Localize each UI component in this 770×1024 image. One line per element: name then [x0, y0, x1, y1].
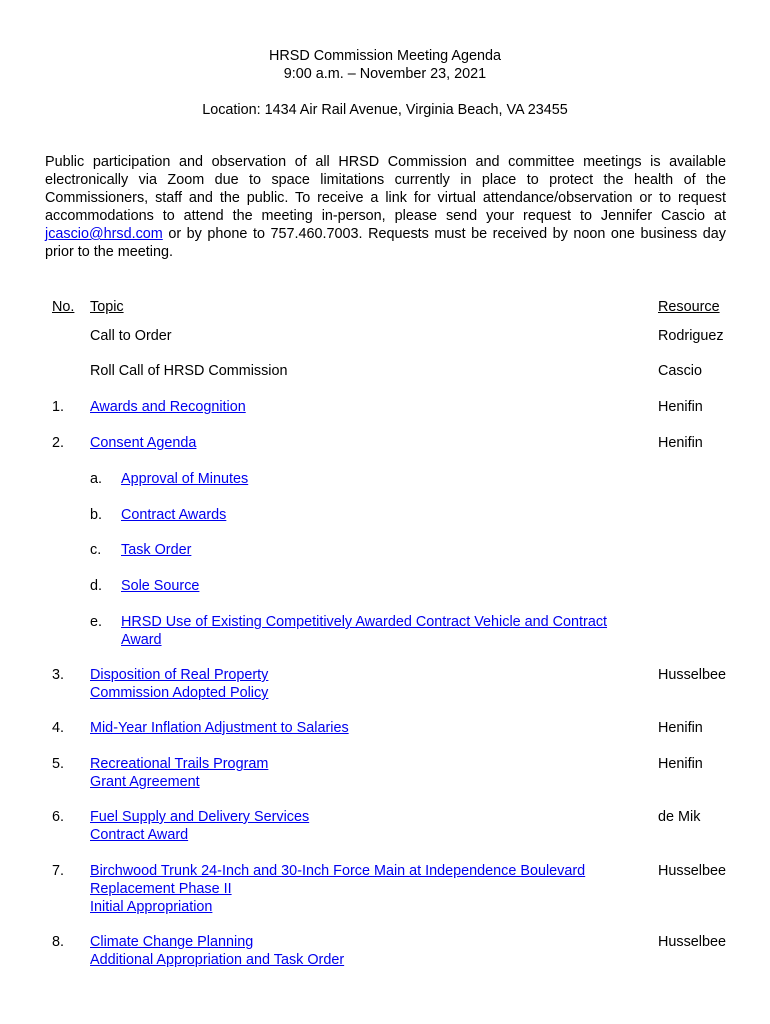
- agenda-title: HRSD Commission Meeting Agenda: [269, 48, 501, 64]
- call-to-order-resource: Rodriguez: [658, 328, 724, 344]
- sub-item-link[interactable]: HRSD Use of Existing Competitively Awarded Contract Vehicle and Contract: [121, 614, 608, 630]
- agenda-item-link-group: [90, 666, 268, 702]
- notice-text-after: or by phone to 757.460.7003. Requests must be received by noon one business day prior to the meeting.: [45, 226, 726, 260]
- sub-item-letter: d.: [90, 578, 103, 594]
- item-resource: Henifin: [658, 399, 703, 415]
- item-number: 7.: [52, 863, 65, 879]
- meeting-datetime: 9:00 a.m. – November 23, 2021: [283, 66, 487, 82]
- agenda-item-link[interactable]: Climate Change Planning: [90, 934, 254, 950]
- column-header-topic: Topic: [90, 299, 124, 315]
- sub-item-link-group: [121, 613, 607, 649]
- sub-item-letter: a.: [90, 471, 103, 487]
- item-number: 4.: [52, 720, 65, 736]
- agenda-item-link[interactable]: Consent Agenda: [90, 435, 197, 451]
- agenda-item-link[interactable]: Fuel Supply and Delivery Services: [90, 809, 310, 825]
- participation-notice: [45, 153, 726, 261]
- agenda-item-link[interactable]: Additional Appropriation and Task Order: [90, 952, 345, 968]
- column-header-no: No.: [52, 299, 75, 315]
- sub-item-letter: e.: [90, 614, 103, 630]
- agenda-item-link[interactable]: Birchwood Trunk 24-Inch and 30-Inch Force Main at Independence Boulevard: [90, 863, 586, 879]
- agenda-item-link[interactable]: Disposition of Real Property: [90, 667, 269, 683]
- agenda-item-link[interactable]: Commission Adopted Policy: [90, 685, 269, 701]
- email-link[interactable]: jcascio@hrsd.com: [45, 226, 163, 242]
- agenda-item-link-group: [90, 808, 309, 844]
- item-number: 3.: [52, 667, 65, 683]
- sub-item-link[interactable]: Contract Awards: [121, 507, 227, 523]
- item-number: 6.: [52, 809, 65, 825]
- meeting-location: Location: 1434 Air Rail Avenue, Virginia Beach, VA 23455: [202, 102, 568, 118]
- sub-item-link[interactable]: Award: [121, 632, 162, 648]
- agenda-item-link[interactable]: Initial Appropriation: [90, 899, 213, 915]
- item-number: 5.: [52, 756, 65, 772]
- column-header-resource: Resource: [658, 299, 720, 315]
- agenda-item-link-group: [90, 933, 344, 969]
- agenda-item-link[interactable]: Contract Award: [90, 827, 189, 843]
- item-resource: Husselbee: [658, 667, 726, 683]
- item-resource: Henifin: [658, 720, 703, 736]
- item-resource: de Mik: [658, 809, 701, 825]
- agenda-item-link-group: [90, 862, 585, 916]
- agenda-item-link[interactable]: Mid-Year Inflation Adjustment to Salaries: [90, 720, 349, 736]
- item-resource: Henifin: [658, 756, 703, 772]
- sub-item-letter: b.: [90, 507, 103, 523]
- item-number: 1.: [52, 399, 65, 415]
- item-resource: Henifin: [658, 435, 703, 451]
- notice-text-before: Public participation and observation of all HRSD Commission and committee meetings is available electronically via Zoom due to space limitations currently in place to protect the health of the Commissioners, staff and the public. To receive a link for virtual attendance/observation or to request accommodations to attend the meeting in-person, please send your request to Jennifer Cascio at: [45, 154, 726, 224]
- agenda-item-link[interactable]: Replacement Phase II: [90, 881, 232, 897]
- agenda-item-link[interactable]: Grant Agreement: [90, 774, 200, 790]
- sub-item-letter: c.: [90, 542, 102, 558]
- sub-item-link[interactable]: Sole Source: [121, 578, 200, 594]
- agenda-item-link[interactable]: Recreational Trails Program: [90, 756, 269, 772]
- sub-item-link[interactable]: Approval of Minutes: [121, 471, 249, 487]
- item-number: 2.: [52, 435, 65, 451]
- item-resource: Husselbee: [658, 863, 726, 879]
- sub-item-link[interactable]: Task Order: [121, 542, 192, 558]
- roll-call-topic: Roll Call of HRSD Commission: [90, 363, 288, 379]
- roll-call-resource: Cascio: [658, 363, 702, 379]
- item-number: 8.: [52, 934, 65, 950]
- call-to-order-topic: Call to Order: [90, 328, 172, 344]
- agenda-item-link[interactable]: Awards and Recognition: [90, 399, 246, 415]
- agenda-item-link-group: [90, 755, 268, 791]
- item-resource: Husselbee: [658, 934, 726, 950]
